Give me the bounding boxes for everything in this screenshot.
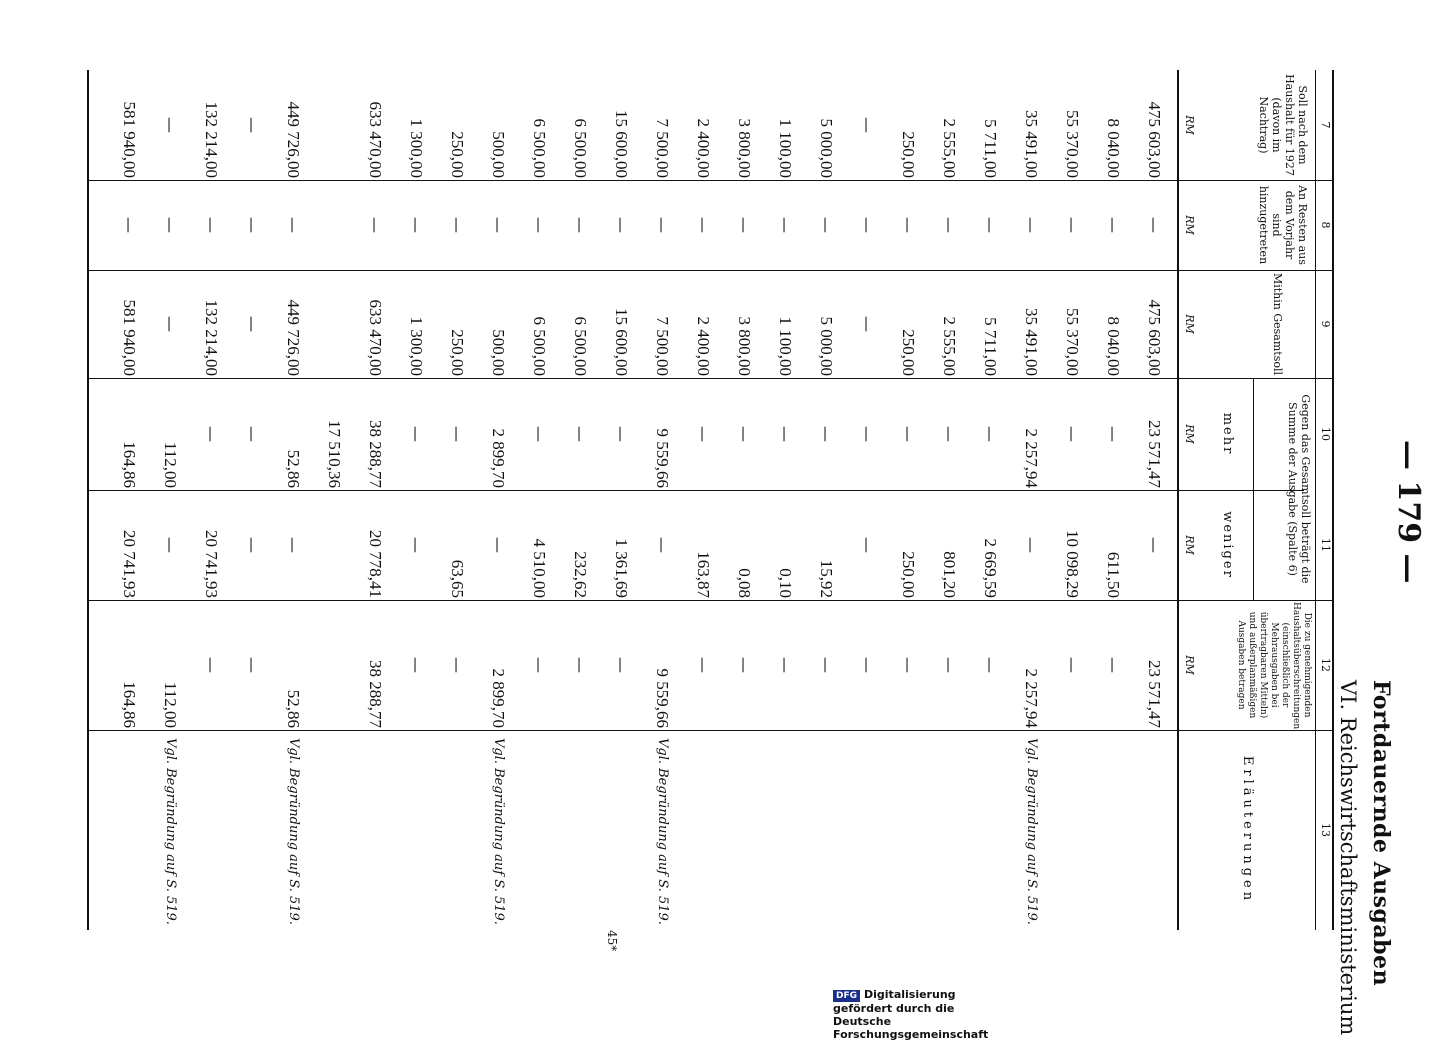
colnum-12: 12: [1319, 658, 1332, 672]
ministry-title: VI. Reichswirtschaftsministerium: [1336, 680, 1360, 1036]
cell-reste: —: [243, 217, 262, 233]
cell-soll: 15 600,00: [612, 110, 631, 178]
cell-ueber: —: [694, 657, 713, 673]
cell-reste: —: [1104, 217, 1123, 233]
cell-note: Vgl. Begründung auf S. 519.: [1024, 738, 1039, 925]
unit-reste: RM: [1183, 215, 1196, 235]
cell-mehr: —: [817, 426, 836, 442]
cell-weniger: 20 778,41: [366, 530, 385, 598]
colhead-gesamt: Mithin Gesamtsoll: [1271, 272, 1284, 376]
colhead-soll: Soll nach dem Haushalt für 1927 (davon im Nachtrag): [1257, 74, 1309, 176]
cell-weniger: —: [243, 537, 262, 553]
cell-ueber: —: [981, 657, 1000, 673]
cell-weniger: 232,62: [571, 551, 590, 598]
cell-ueber: 2 257,94: [1022, 668, 1041, 728]
col-sep-5: [89, 600, 1334, 601]
cell-gesamt: 35 491,00: [1022, 308, 1041, 376]
cell-gesamt: 7 500,00: [653, 316, 672, 376]
cell-soll: 6 500,00: [530, 118, 549, 178]
cell-mehr: 112,00: [161, 441, 180, 488]
cell-reste: —: [448, 217, 467, 233]
cell-mehr: —: [1063, 426, 1082, 442]
cell-gesamt: 449 726,00: [284, 299, 303, 376]
cell-soll: 449 726,00: [284, 101, 303, 178]
cell-weniger: 801,20: [940, 551, 959, 598]
colnum-9: 9: [1319, 320, 1332, 328]
cell-ueber: —: [571, 657, 590, 673]
colhead-group: Gegen das Gesamtsoll beträgt die Summe der Ausgabe (Spalte 6): [1286, 394, 1312, 584]
cell-weniger: 4 510,00: [530, 538, 549, 598]
cell-gesamt: 15 600,00: [612, 308, 631, 376]
cell-reste: —: [735, 217, 754, 233]
cell-ueber: —: [1104, 657, 1123, 673]
cell-mehr: 52,86: [284, 449, 303, 488]
cell-soll: 581 940,00: [120, 101, 139, 178]
sheet-mark: 45*: [605, 930, 619, 952]
col-sep-2: [89, 270, 1334, 271]
cell-mehr: —: [1104, 426, 1123, 442]
cell-reste: —: [694, 217, 713, 233]
colnum-rule: [1315, 70, 1316, 930]
cell-gesamt: 250,00: [899, 329, 918, 376]
colhead-erlaeuterungen: Erläuterungen: [1240, 755, 1255, 905]
cell-reste: —: [530, 217, 549, 233]
cell-mehr: —: [776, 426, 795, 442]
cell-mehr: —: [571, 426, 590, 442]
cell-mehr: —: [735, 426, 754, 442]
cell-reste: —: [571, 217, 590, 233]
cell-soll: 55 370,00: [1063, 110, 1082, 178]
cell-soll: 2 555,00: [940, 118, 959, 178]
colnum-8: 8: [1319, 221, 1332, 229]
unit-soll: RM: [1183, 115, 1196, 135]
cell-soll: 250,00: [448, 131, 467, 178]
cell-ueber: —: [612, 657, 631, 673]
cell-mehr: —: [612, 426, 631, 442]
cell-reste: —: [161, 217, 180, 233]
footer-text: Digitalisierung gefördert durch die Deutsche Forschungsgemeinschaft: [833, 988, 989, 1041]
unit-mehr: RM: [1183, 424, 1196, 444]
cell-note: Vgl. Begründung auf S. 519.: [163, 738, 178, 925]
cell-soll: 5 000,00: [817, 118, 836, 178]
cell-reste: —: [940, 217, 959, 233]
cell-mehr: —: [202, 426, 221, 442]
cell-weniger: 20 741,93: [120, 530, 139, 598]
cell-ueber: 52,86: [284, 689, 303, 728]
cell-reste: —: [981, 217, 1000, 233]
col-sep-3: [89, 378, 1334, 379]
cell-mehr: —: [899, 426, 918, 442]
cell-soll: —: [243, 117, 262, 133]
cell-soll: 1 100,00: [776, 118, 795, 178]
cell-weniger: 15,92: [817, 559, 836, 598]
cell-weniger: 0,10: [776, 568, 795, 598]
cell-reste: —: [407, 217, 426, 233]
cell-gesamt: 3 800,00: [735, 316, 754, 376]
cell-ueber: —: [202, 657, 221, 673]
cell-mehr: 2 257,94: [1022, 428, 1041, 488]
cell-gesamt: 500,00: [489, 329, 508, 376]
cell-reste: —: [858, 217, 877, 233]
cell-mehr: 17 510,36: [325, 420, 344, 488]
cell-weniger: 611,50: [1104, 551, 1123, 598]
cell-gesamt: —: [161, 316, 180, 332]
col-sep-1: [89, 180, 1334, 181]
table-top-rule: [1332, 70, 1334, 930]
cell-mehr: —: [694, 426, 713, 442]
cell-ueber: 164,86: [120, 681, 139, 728]
colnum-11: 11: [1319, 538, 1332, 552]
cell-soll: —: [858, 117, 877, 133]
cell-gesamt: 132 214,00: [202, 299, 221, 376]
cell-note: Vgl. Begründung auf S. 519.: [286, 738, 301, 925]
cell-soll: 35 491,00: [1022, 110, 1041, 178]
col-sep-4: [89, 490, 1304, 491]
cell-gesamt: —: [243, 316, 262, 332]
cell-gesamt: 1 300,00: [407, 316, 426, 376]
cell-ueber: 23 571,47: [1145, 660, 1164, 728]
cell-ueber: —: [776, 657, 795, 673]
cell-weniger: —: [407, 537, 426, 553]
unit-ueber: RM: [1183, 655, 1196, 675]
cell-gesamt: 5 711,00: [981, 317, 1000, 376]
colnum-7: 7: [1319, 121, 1332, 129]
cell-soll: 500,00: [489, 131, 508, 178]
cell-reste: —: [202, 217, 221, 233]
cell-reste: —: [899, 217, 918, 233]
cell-mehr: —: [858, 426, 877, 442]
cell-ueber: —: [1063, 657, 1082, 673]
cell-mehr: 23 571,47: [1145, 420, 1164, 488]
cell-weniger: 0,08: [735, 568, 754, 598]
cell-mehr: —: [448, 426, 467, 442]
digitization-footer: [833, 988, 988, 1041]
cell-mehr: 2 899,70: [489, 428, 508, 488]
cell-gesamt: 5 000,00: [817, 316, 836, 376]
colnum-13: 13: [1319, 823, 1332, 837]
header-rule: [1177, 70, 1179, 930]
cell-reste: —: [612, 217, 631, 233]
cell-soll: 250,00: [899, 131, 918, 178]
cell-gesamt: 55 370,00: [1063, 308, 1082, 376]
colhead-reste: An Resten aus dem Vorjahr sind hinzugetreten: [1257, 185, 1309, 265]
cell-weniger: 10 098,29: [1063, 530, 1082, 598]
cell-soll: 132 214,00: [202, 101, 221, 178]
cell-ueber: —: [735, 657, 754, 673]
cell-soll: 1 300,00: [407, 118, 426, 178]
cell-gesamt: 2 555,00: [940, 316, 959, 376]
cell-mehr: 164,86: [120, 441, 139, 488]
cell-reste: —: [284, 217, 303, 233]
cell-note: Vgl. Begründung auf S. 519.: [655, 738, 670, 925]
cell-weniger: 63,65: [448, 559, 467, 598]
cell-weniger: —: [284, 537, 303, 553]
cell-weniger: —: [489, 537, 508, 553]
cell-gesamt: 475 603,00: [1145, 299, 1164, 376]
cell-ueber: —: [243, 657, 262, 673]
cell-soll: 8 040,00: [1104, 118, 1123, 178]
cell-mehr: 9 559,66: [653, 428, 672, 488]
cell-gesamt: —: [858, 316, 877, 332]
cell-soll: 5 711,00: [981, 119, 1000, 178]
cell-gesamt: 633 470,00: [366, 299, 385, 376]
cell-mehr: —: [407, 426, 426, 442]
unit-gesamt: RM: [1183, 314, 1196, 334]
cell-gesamt: 2 400,00: [694, 316, 713, 376]
cell-weniger: 163,87: [694, 551, 713, 598]
cell-soll: 2 400,00: [694, 118, 713, 178]
cell-reste: —: [653, 217, 672, 233]
cell-reste: —: [1063, 217, 1082, 233]
cell-gesamt: 6 500,00: [530, 316, 549, 376]
colhead-weniger: weniger: [1220, 511, 1235, 579]
cell-mehr: —: [981, 426, 1000, 442]
cell-mehr: —: [530, 426, 549, 442]
colhead-ueber: Die zu genehmigenden Haushaltsüberschreitungen (einschließlich der Mehrausgaben bei übertragbaren Mitteln) und außerplanmäßigen Ausgaben betragen: [1236, 602, 1312, 730]
cell-weniger: —: [1022, 537, 1041, 553]
cell-gesamt: 8 040,00: [1104, 316, 1123, 376]
cell-gesamt: 581 940,00: [120, 299, 139, 376]
cell-weniger: —: [653, 537, 672, 553]
dfg-logo: DFG: [833, 990, 860, 1002]
cell-gesamt: 6 500,00: [571, 316, 590, 376]
cell-ueber: 2 899,70: [489, 668, 508, 728]
cell-mehr: —: [243, 426, 262, 442]
cell-reste: —: [817, 217, 836, 233]
cell-weniger: 2 669,59: [981, 538, 1000, 598]
cell-ueber: —: [899, 657, 918, 673]
cell-ueber: —: [940, 657, 959, 673]
cell-soll: 633 470,00: [366, 101, 385, 178]
cell-mehr: —: [940, 426, 959, 442]
colhead-mehr: mehr: [1220, 412, 1235, 456]
cell-ueber: 38 288,77: [366, 660, 385, 728]
group-rule: [1253, 378, 1254, 600]
cell-weniger: 250,00: [899, 551, 918, 598]
cell-ueber: —: [858, 657, 877, 673]
cell-mehr: 38 288,77: [366, 420, 385, 488]
cell-gesamt: 1 100,00: [776, 316, 795, 376]
cell-soll: 3 800,00: [735, 118, 754, 178]
section-title: Fortdauernde Ausgaben: [1368, 680, 1394, 987]
cell-soll: 7 500,00: [653, 118, 672, 178]
cell-reste: —: [120, 217, 139, 233]
cell-ueber: —: [530, 657, 549, 673]
cell-ueber: 112,00: [161, 681, 180, 728]
cell-ueber: —: [817, 657, 836, 673]
cell-weniger: —: [1145, 537, 1164, 553]
cell-reste: —: [1022, 217, 1041, 233]
cell-ueber: 9 559,66: [653, 668, 672, 728]
cell-weniger: 1 361,69: [612, 538, 631, 598]
table-bottom-rule: [87, 70, 89, 930]
cell-ueber: —: [407, 657, 426, 673]
cell-weniger: —: [858, 537, 877, 553]
page-number: — 179 —: [1391, 440, 1426, 584]
cell-weniger: —: [161, 537, 180, 553]
cell-soll: 6 500,00: [571, 118, 590, 178]
col-sep-6: [89, 730, 1334, 731]
cell-soll: 475 603,00: [1145, 101, 1164, 178]
cell-reste: —: [489, 217, 508, 233]
colnum-10: 10: [1319, 427, 1332, 441]
cell-weniger: 20 741,93: [202, 530, 221, 598]
cell-reste: —: [366, 217, 385, 233]
cell-soll: —: [161, 117, 180, 133]
cell-reste: —: [1145, 217, 1164, 233]
cell-reste: —: [776, 217, 795, 233]
unit-weniger: RM: [1183, 535, 1196, 555]
cell-gesamt: 250,00: [448, 329, 467, 376]
cell-ueber: —: [448, 657, 467, 673]
cell-note: Vgl. Begründung auf S. 519.: [491, 738, 506, 925]
